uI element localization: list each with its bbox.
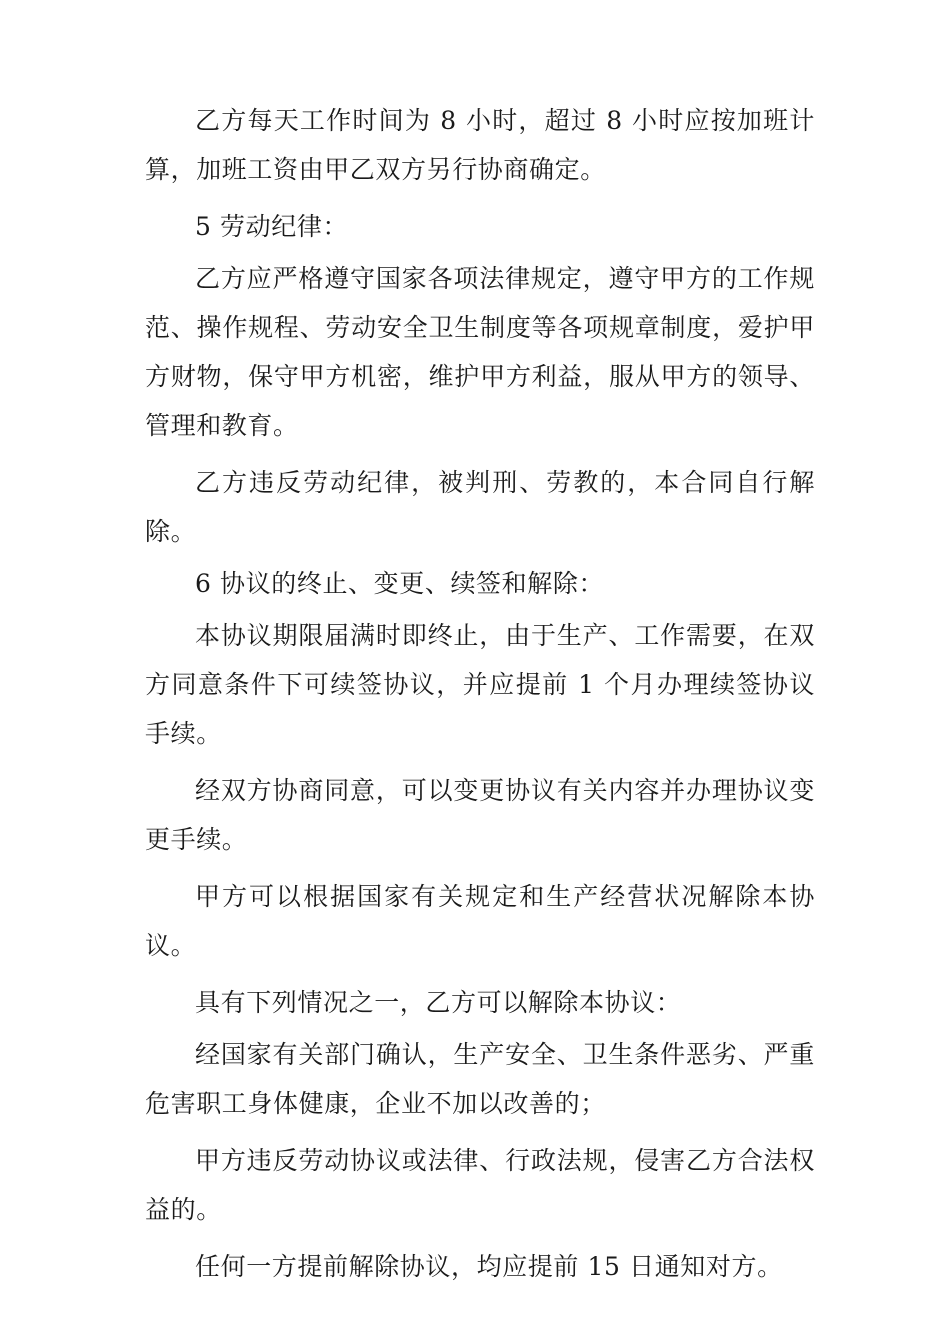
paragraph-party-b-conditions: 具有下列情况之一，乙方可以解除本协议： xyxy=(195,988,682,1017)
heading-labor-discipline: 5 劳动纪律： xyxy=(195,212,349,241)
paragraph-discipline-rules: 乙方应严格遵守国家各项法律规定，遵守甲方的工作规范、操作规程、劳动安全卫生制度等各项规章制度，爱护甲方财物，保守甲方机密，维护甲方利益，服从甲方的领导、管理和教育。 xyxy=(145,264,815,440)
paragraph-advance-notice: 任何一方提前解除协议，均应提前 15 日通知对方。 xyxy=(195,1252,783,1281)
paragraph-party-a-termination: 甲方可以根据国家有关规定和生产经营状况解除本协议。 xyxy=(145,882,815,960)
paragraph-expiry-renewal: 本协议期限届满时即终止，由于生产、工作需要，在双方同意条件下可续签协议，并应提前 1 个月办理续签协议手续。 xyxy=(145,621,815,748)
paragraph-condition-violation: 甲方违反劳动协议或法律、行政法规，侵害乙方合法权益的。 xyxy=(145,1146,815,1224)
heading-termination: 6 协议的终止、变更、续签和解除： xyxy=(195,569,605,598)
paragraph-mutual-change: 经双方协商同意，可以变更协议有关内容并办理协议变更手续。 xyxy=(145,776,815,854)
paragraph-condition-safety: 经国家有关部门确认，生产安全、卫生条件恶劣、严重危害职工身体健康，企业不加以改善的； xyxy=(145,1040,815,1118)
paragraph-working-hours: 乙方每天工作时间为 8 小时，超过 8 小时应按加班计算，加班工资由甲乙双方另行协商确定。 xyxy=(145,106,815,184)
paragraph-discipline-violation: 乙方违反劳动纪律，被判刑、劳教的，本合同自行解除。 xyxy=(145,468,815,546)
document-body xyxy=(145,96,815,1299)
